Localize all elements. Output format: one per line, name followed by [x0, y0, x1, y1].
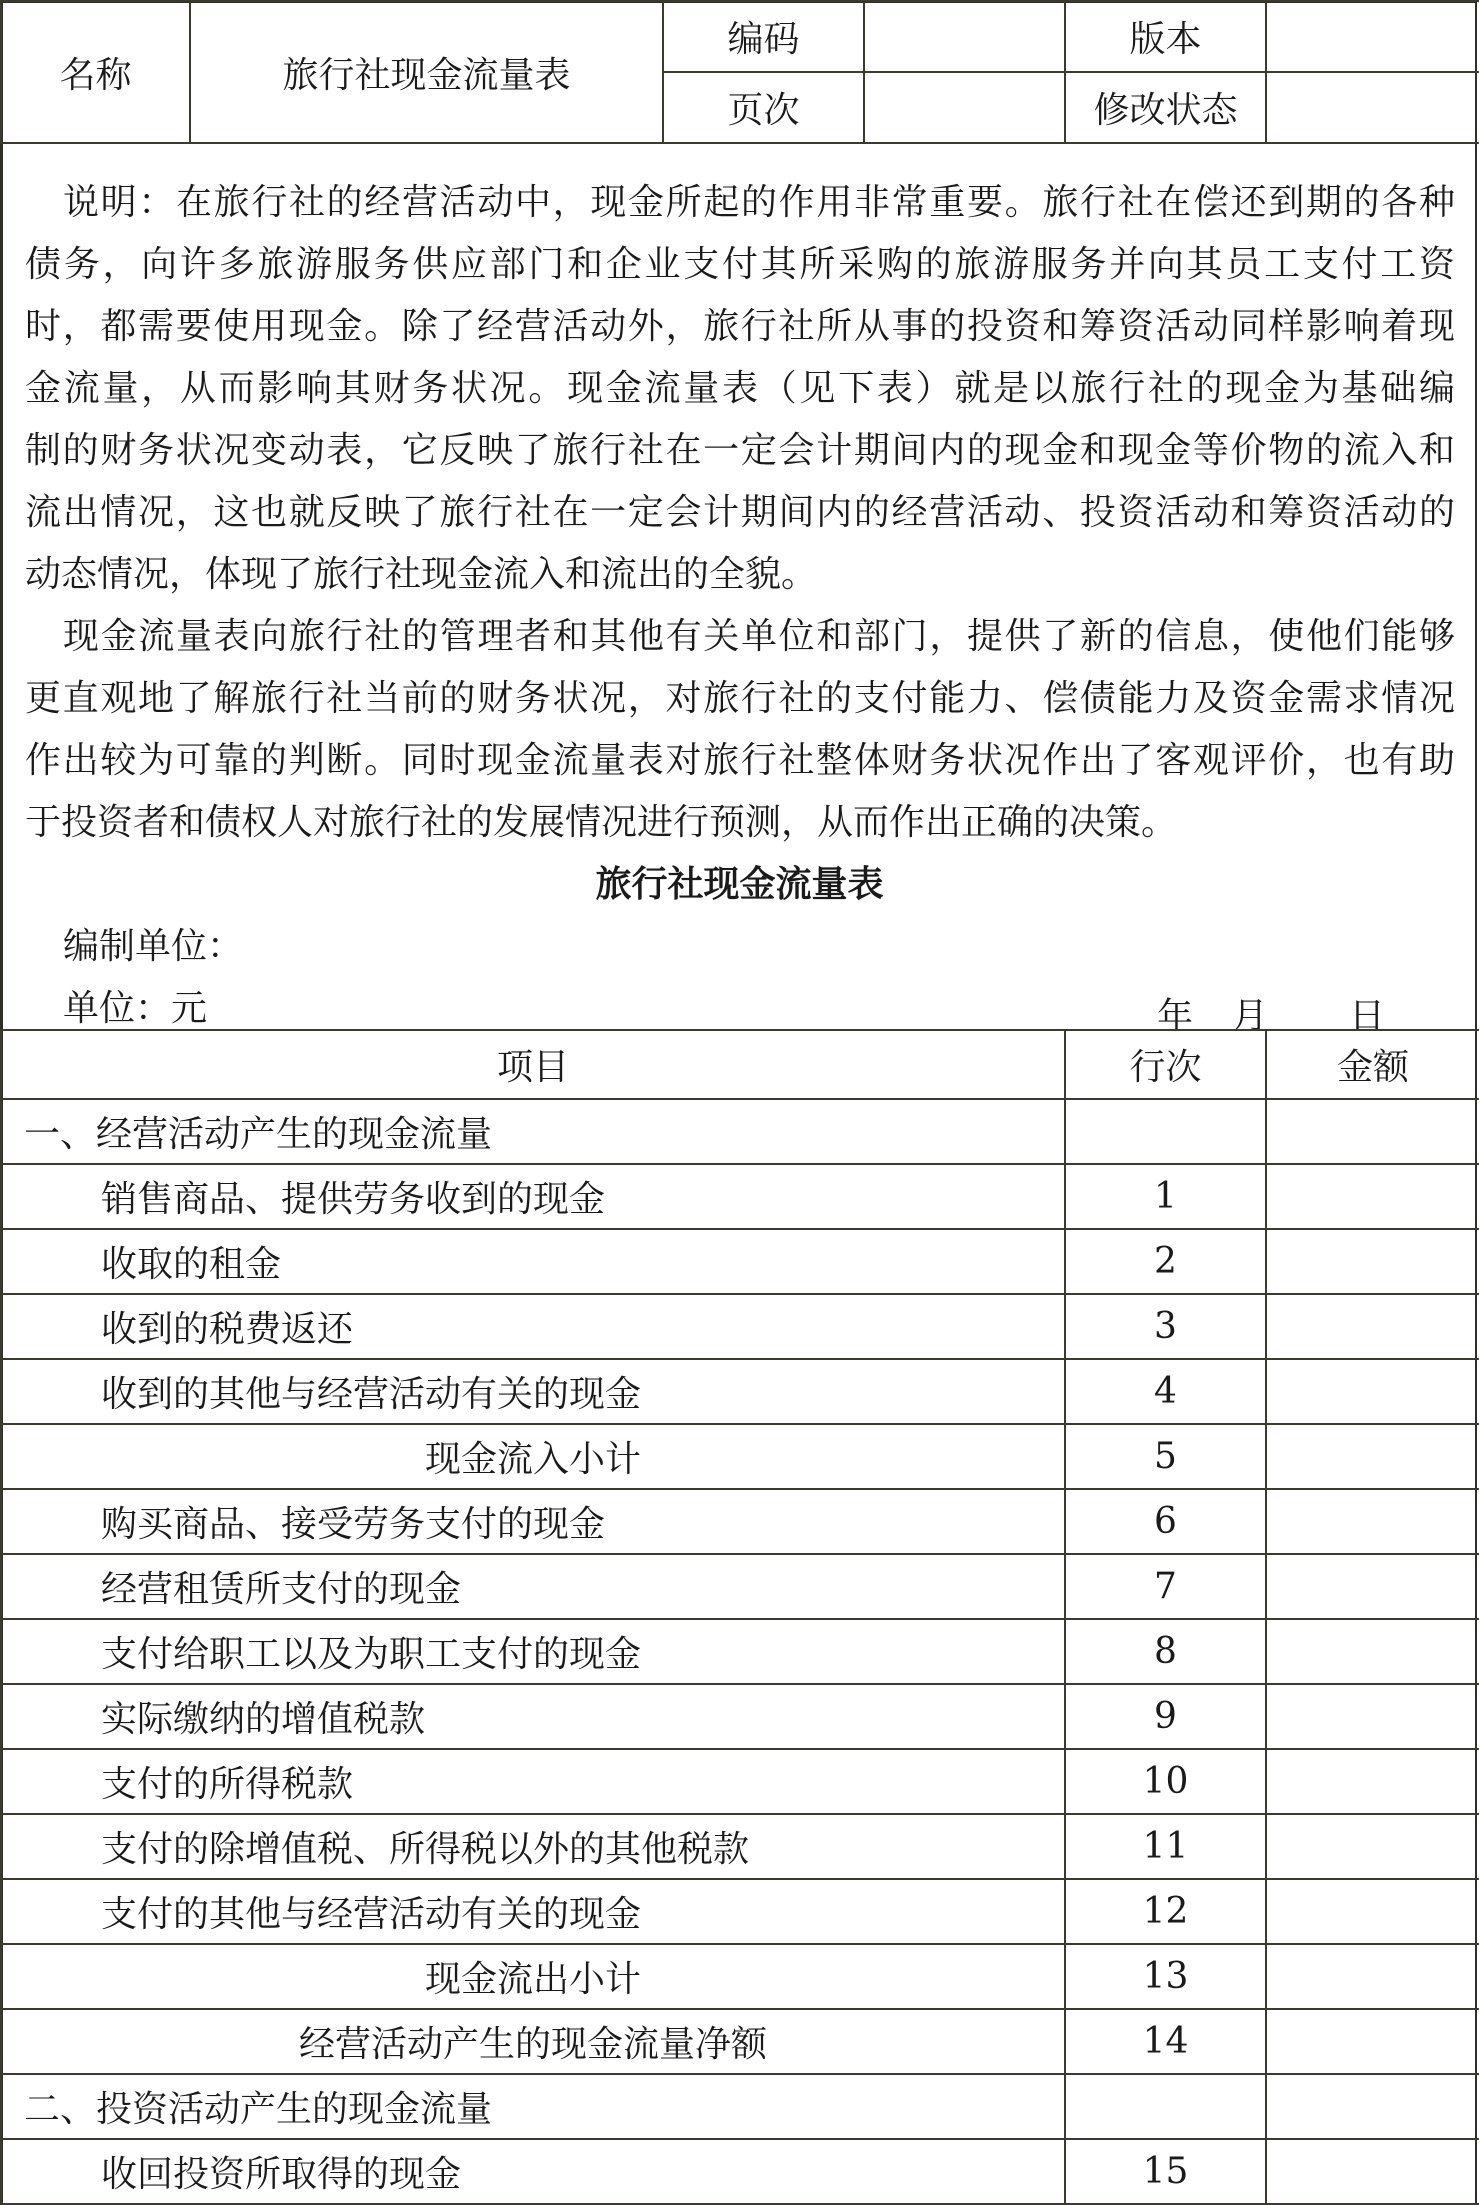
table-row: [1, 1554, 1479, 1619]
row-item: 收取的租金: [1, 1229, 1065, 1294]
row-amount: [1266, 1814, 1479, 1879]
table-row: [1, 1814, 1479, 1879]
table-header-row: [1, 1030, 1479, 1099]
page-value: [864, 72, 1065, 143]
row-line-number: 2: [1065, 1229, 1266, 1294]
row-line-number: 9: [1065, 1684, 1266, 1749]
row-amount: [1266, 2074, 1479, 2139]
table-row: [1, 1749, 1479, 1814]
row-item: 支付的所得税款: [1, 1749, 1065, 1814]
row-item: 一、经营活动产生的现金流量: [1, 1099, 1065, 1164]
row-line-number: [1065, 2074, 1266, 2139]
table-row: [1, 2009, 1479, 2074]
description: [25, 172, 1455, 854]
date-month: 月: [1232, 996, 1269, 1037]
row-line-number: 1: [1065, 1164, 1266, 1229]
code-label: 编码: [663, 1, 864, 72]
row-amount: [1266, 1554, 1479, 1619]
table-row: [1, 1489, 1479, 1554]
row-line-number: 10: [1065, 1749, 1266, 1814]
table-row: [1, 1359, 1479, 1424]
row-line-number: [1065, 1099, 1266, 1164]
column-header-item: 项目: [1, 1030, 1065, 1099]
row-item: 支付的除增值税、所得税以外的其他税款: [1, 1814, 1065, 1879]
description-line: 债务，向许多旅游服务供应部门和企业支付其所采购的旅游服务并向其员工支付工资: [25, 244, 1455, 285]
row-item: 收到的其他与经营活动有关的现金: [1, 1359, 1065, 1424]
cash-flow-table: [0, 1029, 1479, 2205]
row-line-number: 11: [1065, 1814, 1266, 1879]
row-amount: [1266, 1879, 1479, 1944]
row-item: 销售商品、提供劳务收到的现金: [1, 1164, 1065, 1229]
row-line-number: 6: [1065, 1489, 1266, 1554]
row-line-number: 7: [1065, 1554, 1266, 1619]
row-item: 收到的税费返还: [1, 1294, 1065, 1359]
row-item: 经营租赁所支付的现金: [1, 1554, 1065, 1619]
row-item: 经营活动产生的现金流量净额: [1, 2009, 1065, 2074]
row-amount: [1266, 1229, 1479, 1294]
table-row: [1, 1619, 1479, 1684]
row-line-number: 14: [1065, 2009, 1266, 2074]
version-label: 版本: [1065, 1, 1266, 72]
row-item: 收回投资所取得的现金: [1, 2139, 1065, 2204]
table-row: [1, 2074, 1479, 2139]
table-row: [1, 1164, 1479, 1229]
date-day: 日: [1349, 996, 1386, 1037]
page-label: 页次: [663, 72, 864, 143]
table-row: [1, 1229, 1479, 1294]
name-value: 旅行社现金流量表: [190, 1, 663, 143]
table-row: [1, 2139, 1479, 2204]
description-line: 金流量，从而影响其财务状况。现金流量表（见下表）就是以旅行社的现金为基础编: [25, 368, 1455, 409]
code-value: [864, 1, 1065, 72]
description-line: 动态情况，体现了旅行社现金流入和流出的全貌。: [25, 554, 818, 595]
table-row: [1, 1099, 1479, 1164]
column-header-amount: 金额: [1266, 1030, 1479, 1099]
row-line-number: 12: [1065, 1879, 1266, 1944]
row-line-number: 5: [1065, 1424, 1266, 1489]
row-line-number: 8: [1065, 1619, 1266, 1684]
description-line: 说明：在旅行社的经营活动中，现金所起的作用非常重要。旅行社在偿还到期的各种: [63, 182, 1455, 223]
version-value: [1266, 1, 1479, 72]
table-row: [1, 1879, 1479, 1944]
row-item: 实际缴纳的增值税款: [1, 1684, 1065, 1749]
column-header-line: 行次: [1065, 1030, 1266, 1099]
table-title: 旅行社现金流量表: [595, 863, 884, 905]
description-line: 作出较为可靠的判断。同时现金流量表对旅行社整体财务状况作出了客观评价，也有助: [25, 740, 1455, 781]
row-amount: [1266, 2139, 1479, 2204]
row-amount: [1266, 1489, 1479, 1554]
row-amount: [1266, 1684, 1479, 1749]
description-line: 时，都需要使用现金。除了经营活动外，旅行社所从事的投资和筹资活动同样影响着现: [25, 306, 1455, 347]
revision-label: 修改状态: [1065, 72, 1266, 143]
name-label: 名称: [1, 1, 190, 143]
row-amount: [1266, 1099, 1479, 1164]
row-item: 现金流出小计: [1, 1944, 1065, 2009]
row-item: 支付给职工以及为职工支付的现金: [1, 1619, 1065, 1684]
row-line-number: 3: [1065, 1294, 1266, 1359]
prepared-by-label: 编制单位：: [63, 926, 244, 967]
row-item: 二、投资活动产生的现金流量: [1, 2074, 1065, 2139]
row-amount: [1266, 1164, 1479, 1229]
unit-label: 单位：元: [63, 988, 208, 1029]
table-row: [1, 1294, 1479, 1359]
row-amount: [1266, 1944, 1479, 2009]
document-header-table: [0, 0, 1479, 144]
row-line-number: 4: [1065, 1359, 1266, 1424]
description-line: 制的财务状况变动表，它反映了旅行社在一定会计期间内的现金和现金等价物的流入和: [25, 430, 1455, 471]
row-amount: [1266, 1294, 1479, 1359]
row-amount: [1266, 1359, 1479, 1424]
date-year: 年: [1157, 996, 1194, 1037]
row-line-number: 13: [1065, 1944, 1266, 2009]
description-line: 于投资者和债权人对旅行社的发展情况进行预测，从而作出正确的决策。: [25, 802, 1178, 843]
row-amount: [1266, 1749, 1479, 1814]
description-line: 现金流量表向旅行社的管理者和其他有关单位和部门，提供了新的信息，使他们能够: [63, 616, 1455, 657]
revision-value: [1266, 72, 1479, 143]
row-line-number: 15: [1065, 2139, 1266, 2204]
description-line: 更直观地了解旅行社当前的财务状况，对旅行社的支付能力、偿债能力及资金需求情况: [25, 678, 1455, 719]
row-item: 支付的其他与经营活动有关的现金: [1, 1879, 1065, 1944]
row-item: 购买商品、接受劳务支付的现金: [1, 1489, 1065, 1554]
description-line: 流出情况，这也就反映了旅行社在一定会计期间内的经营活动、投资活动和筹资活动的: [25, 492, 1455, 533]
row-amount: [1266, 2009, 1479, 2074]
table-row: [1, 1684, 1479, 1749]
table-row: [1, 1424, 1479, 1489]
row-amount: [1266, 1424, 1479, 1489]
row-amount: [1266, 1619, 1479, 1684]
table-row: [1, 1944, 1479, 2009]
row-item: 现金流入小计: [1, 1424, 1065, 1489]
